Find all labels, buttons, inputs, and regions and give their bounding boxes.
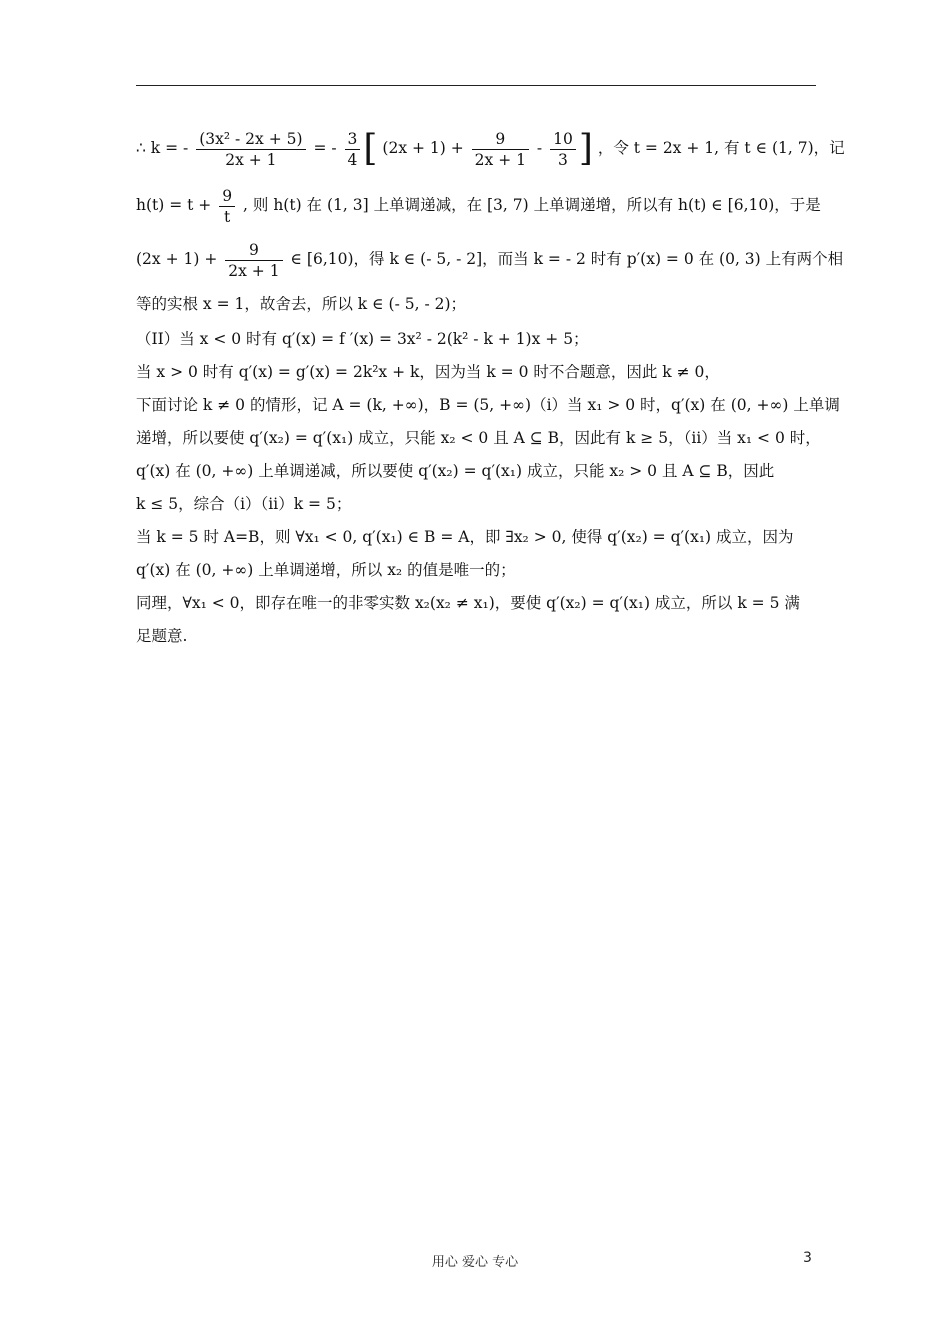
line-13: 同理，∀x₁ < 0，即存在唯一的非零实数 x₂(x₂ ≠ x₁)，要使 q′(x₂) = q′(x₁) 成立，所以 k = 5 满 [136,594,800,612]
text: (2x + 1) + [382,139,464,157]
line-8: 递增，所以要使 q′(x₂) = q′(x₁) 成立，只能 x₂ < 0 且 A ⊆ B，因此有 k ≥ 5，（ⅱ）当 x₁ < 0 时， [136,429,821,447]
bracket: ] [578,128,593,169]
line-7: 下面讨论 k ≠ 0 的情形，记 A = (k, +∞)，B = (5, +∞)（ⅰ）当 x₁ > 0 时，q′(x) 在 (0, +∞) 上单调 [136,396,840,414]
fraction: $\frac{3}{4}$ [345,129,361,170]
line-9: q′(x) 在 (0, +∞) 上单调递减，所以要使 q′(x₂) = q′(x₁) 成立，只能 x₂ > 0 且 A ⊆ B，因此 [136,462,775,480]
text: ，令 t = 2x + 1, 有 t ∈ (1, 7)，记 [597,139,845,157]
line-6: 当 x > 0 时有 q′(x) = g′(x) = 2k²x + k，因为当 k = 0 时不合题意，因此 k ≠ 0， [136,363,720,381]
text: , 则 h(t) 在 (1, 3] 上单调递减，在 [3, 7) 上单调递增，所以有 h(t) ∈ [6,10)，于是 [243,196,821,214]
line-2 [136,178,821,232]
fraction: $\frac{9}{t}$ [219,186,235,227]
header-rule [136,85,816,86]
text: ∴ k = - [136,139,189,157]
fraction: $\frac{10}{3}$ [550,129,576,170]
text: (2x + 1) + [136,250,218,268]
solution-body [136,118,845,653]
footer-motto: 用心 爱心 专心 [431,1255,519,1270]
text: = - [313,139,337,157]
fraction: $\frac{9}{2x + 1}$ [225,240,282,281]
fraction: $\frac{\text{(3x² - 2x + 5)}}{2x + 1}$ [196,129,305,170]
fraction: $\frac{9}{2x + 1}$ [472,129,529,170]
line-12: q′(x) 在 (0, +∞) 上单调递增，所以 x₂ 的值是唯一的； [136,561,516,579]
text: ∈ [6,10)，得 k ∈ (- 5, - 2]，而当 k = - 2 时有 p′(x) = 0 在 (0, 3) 上有两个相 [290,250,844,268]
page-number: 3 [803,1250,812,1266]
line-14: 足题意. [136,627,188,645]
line-4: 等的实根 x = 1，故舍去，所以 k ∈ (- 5, - 2)； [136,295,467,313]
bracket: [ [363,128,378,169]
line-1 [136,118,845,178]
text: h(t) = t + [136,196,212,214]
line-10: k ≤ 5，综合（ⅰ）（ⅱ）k = 5； [136,495,352,513]
text: - [536,139,543,157]
line-5: （II）当 x < 0 时有 q′(x) = f ′(x) = 3x² - 2(k² - k + 1)x + 5； [136,330,589,348]
line-11: 当 k = 5 时 A=B，则 ∀x₁ < 0, q′(x₁) ∈ B = A，即 ∃x₂ > 0, 使得 q′(x₂) = q′(x₁) 成立，因为 [136,528,794,546]
line-3 [136,232,844,286]
